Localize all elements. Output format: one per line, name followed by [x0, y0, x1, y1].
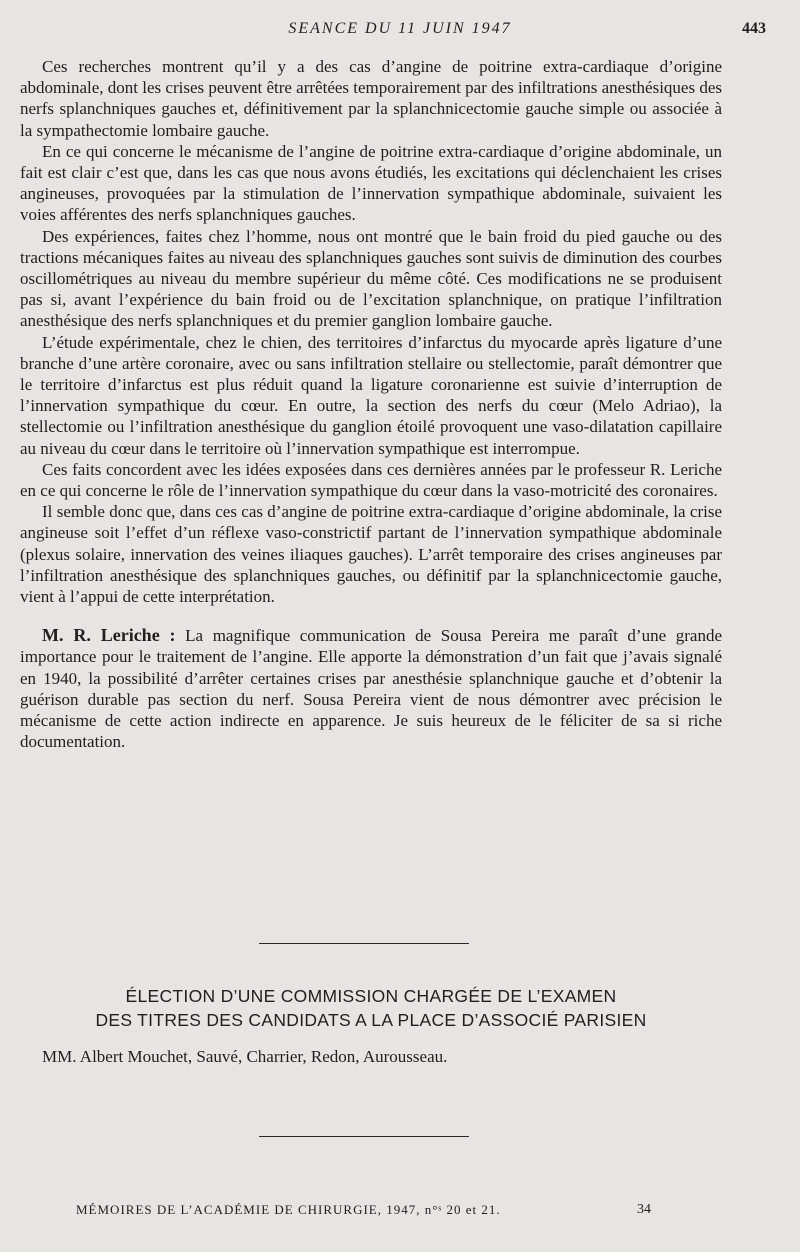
running-header: SEANCE DU 11 JUIN 1947	[288, 20, 512, 37]
paragraph: En ce qui concerne le mécanisme de l’angine de poitrine extra-cardiaque d’origine abdominale, un fait est clair c’est que, dans les cas que nous avons étudiés, les excitations qui déclenchaient les crises angineuses, provoquées par la stimulation de l’innervation sympathique abdominale, suivaient les voies afférentes des nerfs splanchniques gauches.	[20, 141, 722, 225]
paragraph: Il semble donc que, dans ces cas d’angine de poitrine extra-cardiaque d’origine abdominale, la crise angineuse soit l’effet d’un réflexe vaso-constrictif partant de l’innervation sympathique abdominale (plexus solaire, innervation des veines iliaques gauches). L’arrêt temporaire des crises angineuses par l’infiltration anesthésique des splanchniques gauches, ou définitif par la splanchnicectomie gauche, vient à l’appui de cette interprétation.	[20, 502, 722, 607]
remark-text: La magnifique communication de Sousa Pereira me paraît d’une grande importance pour le traitement de l’angine. Elle apporte la démonstration d’un fait que j’avais signalé en 1940, la possibilité d’arrêter certaines crises par anesthésie splanchnique gauche et d’obtenir la guérison durable pas section du nerf. Sousa Pereira vient de nous démontrer avec précision le mécanisme de cette action indirecte en apparence. Je suis heureux de le féliciter de sa si riche documentation.	[20, 626, 722, 752]
page-number: 443	[742, 20, 766, 37]
journal-footer: MÉMOIRES DE L’ACADÉMIE DE CHIRURGIE, 1947, n°ˢ 20 et 21.	[76, 1202, 501, 1217]
commission-members: MM. Albert Mouchet, Sauvé, Charrier, Redon, Aurousseau.	[42, 1047, 448, 1066]
signature-mark: 34	[637, 1202, 651, 1217]
speaker-name: M. R. Leriche :	[42, 625, 176, 646]
heading-line: ÉLECTION D’UNE COMMISSION CHARGÉE DE L’EXAMEN	[125, 986, 617, 1006]
election-heading	[20, 984, 722, 1032]
section-divider	[259, 1136, 469, 1137]
section-divider	[259, 943, 469, 944]
paragraph: Ces faits concordent avec les idées exposées dans ces dernières années par le professeur R. Leriche en ce qui concerne le rôle de l’innervation sympathique du cœur dans la vaso-motricité des coronaires.	[20, 459, 722, 501]
heading-line: DES TITRES DES CANDIDATS A LA PLACE D’ASSOCIÉ PARISIEN	[95, 1010, 647, 1030]
paragraph: L’étude expérimentale, chez le chien, des territoires d’infarctus du myocarde après ligature d’une branche d’une artère coronaire, avec ou sans infiltration stellaire ou stellectomie, paraît démontrer que le territoire d’infarctus est plus réduit quand la ligature coronarienne est suivie d’interruption de l’innervation sympathique du cœur. En outre, la section des nerfs du cœur (Melo Adriao), la stellectomie ou l’infiltration anesthésique du ganglion étoilé provoquent une vaso-dilatation capillaire au niveau du cœur dans le territoire où l’innervation sympathique est interrompue.	[20, 332, 722, 458]
article-body	[20, 56, 722, 753]
paragraph: Ces recherches montrent qu’il y a des cas d’angine de poitrine extra-cardiaque d’origine abdominale, dont les crises peuvent être arrêtées temporairement par des infiltrations anesthésiques des nerfs splanchniques gauches et, définitivement par la splanchnicectomie gauche simple ou associée à la sympathectomie lombaire gauche.	[20, 57, 722, 140]
paragraph: Des expériences, faites chez l’homme, nous ont montré que le bain froid du pied gauche ou des tractions mécaniques faites au niveau des splanchniques gauches sont suivis de diminution des courbes oscillométriques au niveau du membre supérieur du même côté. Ces modifications ne se produisent pas si, avant l’expérience du bain froid ou de l’excitation splanchnique, on pratique l’infiltration anesthésique des nerfs splanchniques et du premier ganglion lombaire gauche.	[20, 226, 722, 331]
leriche-remark	[20, 625, 722, 752]
